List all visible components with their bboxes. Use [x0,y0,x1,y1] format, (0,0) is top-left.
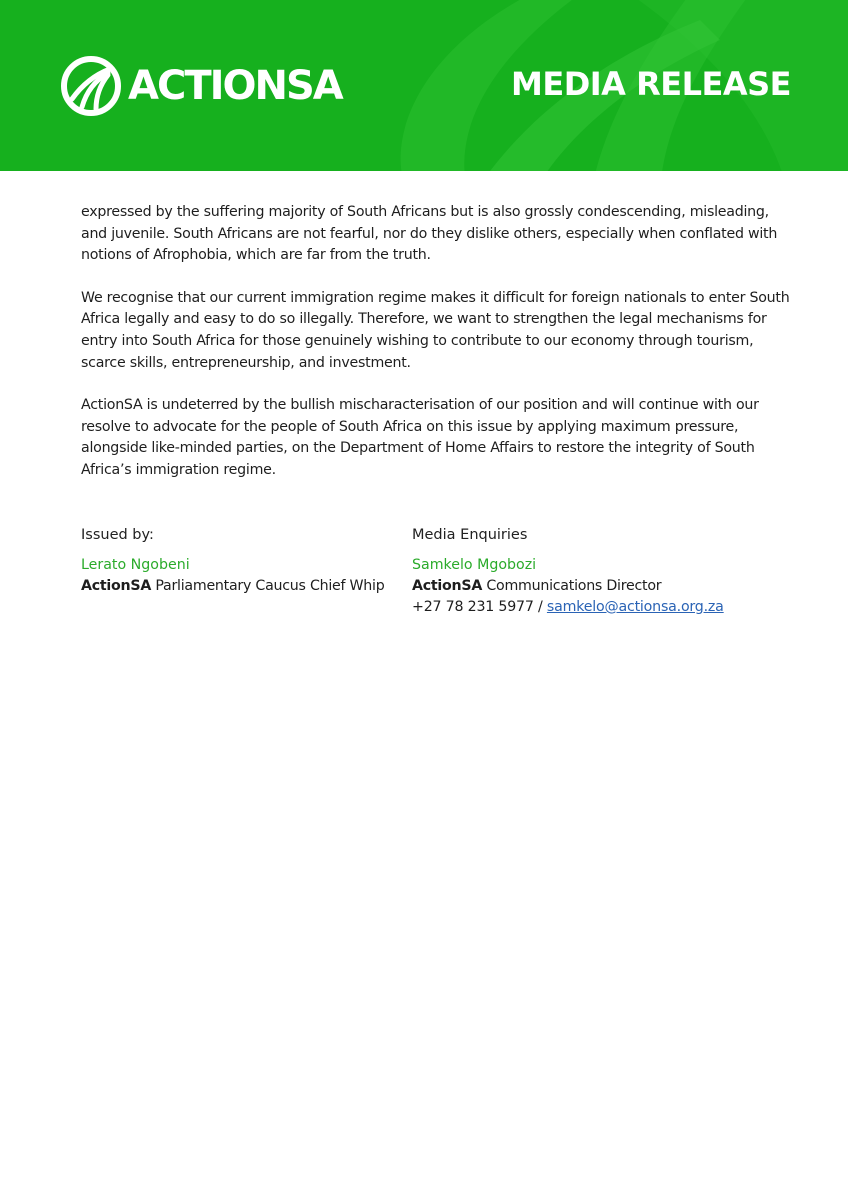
media-contact-title: Communications Director [486,578,662,594]
issuer-name: Lerato Ngobeni [81,557,190,573]
media-contact-org: ActionSA [412,578,483,594]
issuer-title: Parliamentary Caucus Chief Whip [155,578,385,594]
media-enquiries-block [412,524,772,618]
media-contact-phone: +27 78 231 5977 / [412,599,547,615]
header-banner [0,0,848,171]
media-contact-email-link[interactable]: samkelo@actionsa.org.za [546,599,724,615]
media-release-title: MEDIA RELEASE [511,65,791,103]
logo-wordmark: ACTIONSA [128,63,342,109]
media-contact-name: Samkelo Mgobozi [412,557,537,573]
issuer-org: ActionSA [81,578,152,594]
paragraph: expressed by the suffering majority of South Africans but is also grossly condescending, misleading, and juvenile. South Africans are not fearful, nor do they dislike others, especially when conflated with notions of Afrophobia, which are far from the truth. [81,204,778,264]
issued-by-block [81,524,411,597]
media-contact-details [412,597,772,618]
actionsa-logo-icon [60,55,122,117]
paragraph: ActionSA is undeterred by the bullish mischaracterisation of our position and will continue with our resolve to advocate for the people of South Africa on this issue by applying maximum pressure, alongside like-minded parties, on the Department of Home Affairs to restore the integrity of South Africa’s immigration regime. [81,397,759,478]
issued-by-heading: Issued by: [81,527,154,543]
media-enquiries-heading: Media Enquiries [412,527,528,543]
paragraph: We recognise that our current immigration regime makes it difficult for foreign nationals to enter South Africa legally and easy to do so illegally. Therefore, we want to strengthen the legal mechanisms for entry into South Africa for those genuinely wishing to contribute to our economy through tourism, scarce skills, entrepreneurship, and investment. [81,289,790,371]
actionsa-logo [60,55,342,117]
issuer-role [81,576,411,597]
media-contact-role [412,576,772,597]
release-body [81,202,791,503]
